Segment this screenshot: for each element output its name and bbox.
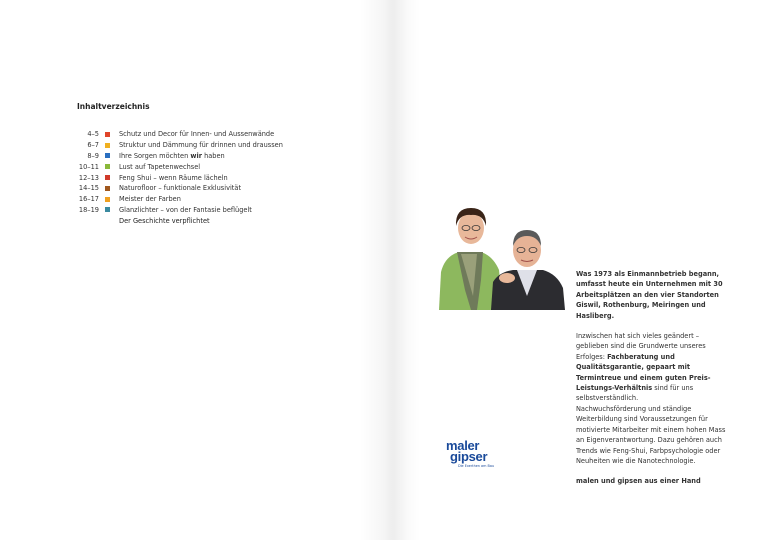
toc-item <box>77 172 337 183</box>
toc-label: Lust auf Tapetenwechsel <box>119 162 201 171</box>
table-of-contents <box>77 129 337 226</box>
toc-color-square <box>105 143 110 148</box>
toc-color-square <box>105 153 110 158</box>
toc-page-range: 8–9 <box>87 151 99 160</box>
toc-page-range: 18–19 <box>78 205 99 214</box>
intro-paragraph: Was 1973 als Einmannbetrieb begann, umfasst heute ein Unternehmen mit 30 Arbeitsplätzen an den vier Standorten Giswil, Rothenburg, Meiringen und Hasliberg. <box>576 270 723 320</box>
values-paragraph: Inzwischen hat sich vieles geändert – geblieben sind die Grundwerte unseres Erfolges: Fachberatung und Qualitätsgarantie, gepaart mit Termintreue und einem guten Preis-Leistungs-Verhältnis sind für uns selbstverständlich. Nachwuchsförderung und ständige Weiterbildung sind Voraussetzungen für motivierte Mitarbeiter mit einem hohen Mass an Eigenverantwortung. Dazu gehören auch Trends wie Feng-Shui, Farbpsychologie oder Neuheiten wie die Nanotechnologie. <box>576 332 726 465</box>
owners-photo <box>437 200 567 310</box>
toc-page-range: 12–13 <box>78 173 99 182</box>
toc-page-range: 16–17 <box>78 195 99 204</box>
toc-item <box>77 161 337 172</box>
toc-label: Ihre Sorgen möchten wir haben <box>119 151 225 160</box>
toc-color-square <box>105 164 110 169</box>
toc-item <box>77 194 337 205</box>
closing-line: malen und gipsen aus einer Hand <box>576 477 701 486</box>
toc-color-square <box>105 175 110 180</box>
toc-label: Feng Shui – wenn Räume lächeln <box>119 173 228 182</box>
toc-title: Inhaltverzeichnis <box>77 102 150 111</box>
toc-color-square <box>105 186 110 191</box>
toc-page-range: 6–7 <box>87 141 99 150</box>
toc-label: Naturofloor – funktionale Exklusivität <box>119 184 242 193</box>
toc-label: Schutz und Decor für Innen- und Aussenwände <box>119 130 275 139</box>
toc-item <box>77 129 337 140</box>
toc-page-range: 14–15 <box>78 184 99 193</box>
toc-page-range: 4–5 <box>87 130 99 139</box>
toc-item <box>77 183 337 194</box>
toc-item <box>77 205 337 216</box>
toc-label: Meister der Farben <box>119 195 181 204</box>
toc-label: Struktur und Dämmung für drinnen und draussen <box>119 141 283 150</box>
toc-extra-line: Der Geschichte verpflichtet <box>119 216 210 225</box>
toc-page-range: 10–11 <box>78 162 99 171</box>
toc-item <box>77 151 337 162</box>
toc-color-square <box>105 132 110 137</box>
toc-label: Glanzlichter – von der Fantasie beflügelt <box>119 205 252 214</box>
toc-color-square <box>105 197 110 202</box>
company-text <box>576 269 732 487</box>
toc-item <box>77 140 337 151</box>
maler-gipser-logo: maler gipser Die Exerthen am Bau <box>446 438 495 468</box>
toc-color-square <box>105 207 110 212</box>
